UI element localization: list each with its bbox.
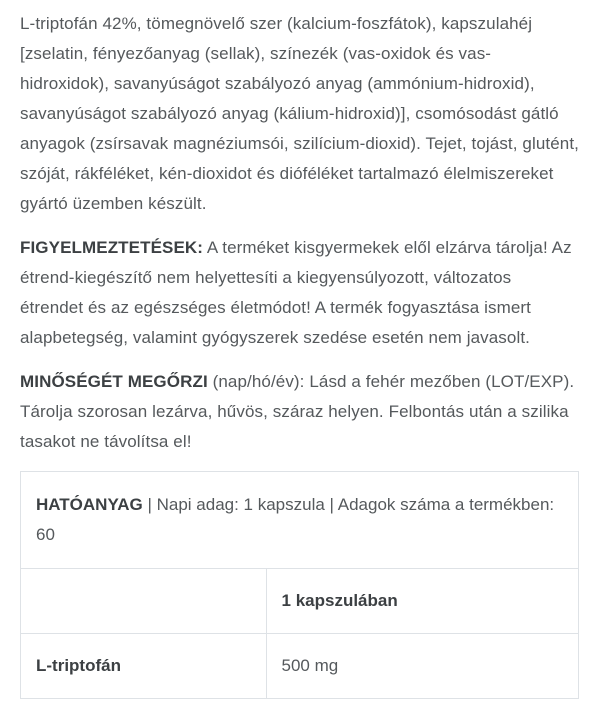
- empty-cell: [21, 569, 267, 634]
- table-row: [21, 634, 579, 699]
- warnings-label: FIGYELMEZTETÉSEK:: [20, 238, 204, 257]
- supplement-facts-table: [20, 471, 579, 699]
- per-capsule-header-label: 1 kapszulában: [281, 591, 398, 610]
- ingredient-amount: 500 mg: [281, 656, 339, 675]
- ingredient-name: L-triptofán: [36, 656, 121, 675]
- best-before-text: (nap/hó/év): Lásd a fehér mezőben (LOT/EXP). Tárolja szorosan lezárva, hűvös, száraz helyen. Felbontás után a szilika tasakot ne távolítsa el!: [20, 372, 575, 451]
- ingredient-amount-cell: [266, 634, 578, 699]
- active-ingredient-heading: HATÓANYAG: [36, 495, 143, 514]
- warnings-text: A terméket kisgyermekek elől elzárva tárolja! Az étrend-kiegészítő nem helyettesíti a kiegyensúlyozott, változatos étrendet és az egészséges életmódot! A termék fogyasztása ismert alapbetegség, valamint gyógyszerek szedése esetén nem javasolt.: [20, 238, 572, 347]
- warnings-paragraph: [20, 233, 579, 353]
- ingredients-text: L-triptofán 42%, tömegnövelő szer (kalcium-foszfátok), kapszulahéj [zselatin, fényezőanyag (sellak), színezék (vas-oxidok és vas-hidroxidok), savanyúságot szabályozó anyag (ammónium-hidroxid), savanyúságot szabályozó anyag (kálium-hidroxid)], csomósodást gátló anyagok (zsírsavak magnéziumsói, szilícium-dioxid). Tejet, tojást, glutént, szóját, rákféléket, kén-dioxidot és dióféléket tartalmazó élelmiszereket gyártó üzemben készült.: [20, 14, 579, 213]
- ingredients-paragraph: [20, 9, 579, 219]
- best-before-paragraph: [20, 367, 579, 457]
- column-header-row: [21, 569, 579, 634]
- best-before-label: MINŐSÉGÉT MEGŐRZI: [20, 372, 208, 391]
- dosage-info-text: | Napi adag: 1 kapszula | Adagok száma a termékben: 60: [36, 495, 555, 544]
- ingredient-name-cell: [21, 634, 267, 699]
- per-capsule-header-cell: [266, 569, 578, 634]
- table-header-row: [21, 472, 579, 569]
- table-header-cell: [21, 472, 579, 569]
